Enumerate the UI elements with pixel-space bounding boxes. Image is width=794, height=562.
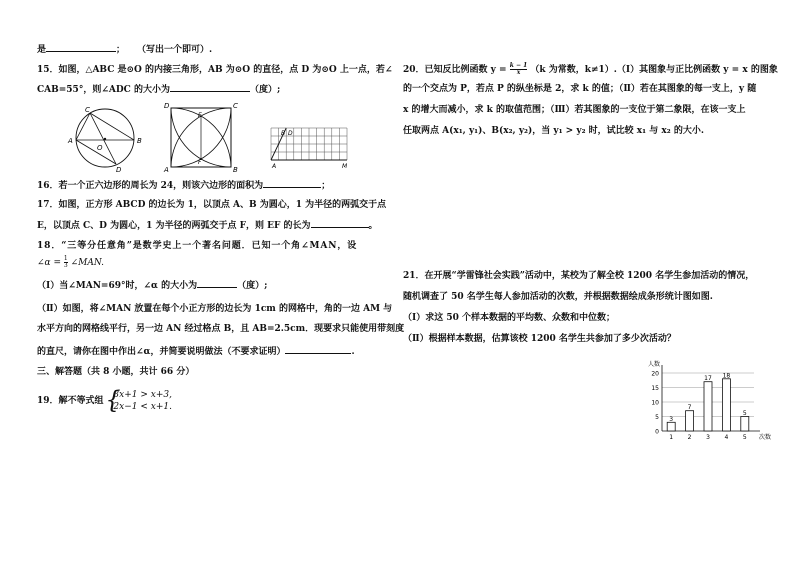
q21-line2: 随机调查了 50 名学生每人参加活动的次数，并根据数据绘成条形统计图如图.: [403, 292, 713, 302]
circle-label-a: A: [68, 137, 73, 145]
x-axis-label: 次数: [759, 434, 772, 441]
q18-part1-blank[interactable]: [197, 278, 237, 288]
grid-label-d: D: [288, 130, 293, 137]
q17-end: 。: [368, 221, 378, 231]
q20-line4: 任取两点 A(x₁, y₁)、B(x₂, y₂)，当 y₁ > y₂ 时，试比较 x₁ 与 x₂ 的大小.: [403, 126, 704, 136]
q17-answer-blank[interactable]: [311, 218, 369, 228]
y-tick-label: 5: [655, 414, 659, 421]
grid-label-m: M: [342, 163, 348, 170]
fraction-denominator: 3: [63, 262, 68, 269]
bar-value-label: 7: [687, 404, 692, 412]
bar-value-label: 3: [669, 415, 674, 423]
fraction-numerator: 1: [63, 255, 68, 262]
square-label-f: F: [198, 159, 202, 166]
q16-answer-blank[interactable]: [263, 178, 321, 188]
top-line-mid: ；: [116, 45, 126, 55]
y-tick-label: 10: [651, 399, 659, 407]
q18-grid-figure: [265, 124, 355, 170]
y-tick-label: 15: [651, 385, 659, 392]
square-label-a: A: [164, 166, 169, 174]
answer-blank[interactable]: [46, 42, 116, 52]
x-tick-label: 4: [724, 434, 729, 441]
q20-line2: 的一个交点为 P，若点 P 的纵坐标是 2，求 k 的值；（Ⅱ）若在其图象的每一支上，y 随: [403, 84, 757, 94]
alpha-suffix: ∠MAN.: [70, 258, 105, 268]
q17-square-figure: [163, 101, 243, 173]
q16-line: [37, 178, 330, 192]
top-line-suffix: （写出一个即可）.: [137, 45, 213, 55]
square-label-b: B: [233, 166, 238, 174]
bar-value-label: 5: [742, 410, 747, 417]
bar: [686, 411, 694, 431]
q18-part2-blank[interactable]: [285, 344, 351, 354]
grid-label-b: B: [281, 130, 286, 137]
square-label-c: C: [233, 102, 238, 110]
q15-text: CAB=55°，则∠ADC 的大小为: [37, 85, 170, 95]
circle-label-c: C: [85, 106, 90, 114]
x-tick-label: 5: [742, 434, 747, 441]
alpha-prefix: ∠α =: [37, 258, 62, 268]
bar-value-label: 17: [704, 375, 712, 383]
square-label-d: D: [164, 102, 170, 110]
q21-line1: 21．在开展“学雷锋社会实践”活动中，某校为了解全校 1200 名学生参加活动的情况，: [403, 271, 755, 281]
q16-text: 16．若一个正六边形的周长为 24，则该六边形的面积为: [37, 181, 264, 191]
inequality-2: 2x−1 < x+1.: [113, 402, 172, 412]
q18-part1: [37, 278, 267, 292]
bar-value-label: 18: [722, 372, 731, 380]
q17-line1: 17．如图，正方形 ABCD 的边长为 1，以顶点 A、B 为圆心，1 为半径的两弧交于点: [37, 200, 387, 210]
q18-part2-text: 的直尺，请你在图中作出∠α，并简要说明做法（不要求证明）: [37, 347, 286, 357]
q15-line1: 15．如图，△ABC 是⊙O 的内接三角形，AB 为⊙O 的直径，点 D 为⊙O 上一点，若∠: [37, 65, 393, 75]
circle-label-d: D: [116, 166, 122, 174]
q15-line2: [37, 82, 280, 96]
circle-label-o: O: [97, 144, 103, 152]
section-3-heading: 三、解答题（共 8 小题，共计 66 分）: [37, 367, 195, 377]
activity-bar-chart: [636, 359, 772, 447]
q15-unit: （度）;: [249, 85, 281, 95]
q18-part2-line3: [37, 344, 355, 358]
bar: [741, 417, 749, 432]
q18-part2-end: .: [351, 347, 355, 357]
q20-line1: [403, 63, 778, 76]
one-third-fraction: [64, 256, 68, 269]
answer-line-top: [37, 42, 212, 56]
q17-line2: [37, 218, 378, 232]
q20-line3: x 的增大而减小，求 k 的取值范围；（Ⅲ）若其图象的一支位于第二象限，在该一支上: [403, 105, 746, 115]
grid-label-a: A: [272, 163, 277, 170]
x-tick-label: 2: [687, 434, 692, 441]
q15-circle-figure: [60, 102, 152, 172]
y-axis-label: 人数: [648, 361, 661, 368]
y-tick-label: 20: [651, 370, 659, 378]
x-tick-label: 3: [706, 434, 710, 441]
top-line-prefix: 是: [37, 45, 47, 55]
q16-end: ；: [321, 181, 331, 191]
q18-part2-line2: 水平方向的网格线平行，另一边 AN 经过格点 B，且 AB=2.5cm．现要求只能使用带刻度: [37, 324, 405, 334]
q18-part1-text: （Ⅰ）当∠MAN=69°时，∠α 的大小为: [37, 281, 198, 291]
q20-frac-num: k − 1: [509, 62, 528, 69]
q19-label: 19．解不等式组: [37, 396, 104, 406]
q20-text-a: 20．已知反比例函数 y =: [403, 65, 507, 75]
k-minus-1-over-x: [510, 63, 528, 76]
bar: [667, 422, 675, 431]
q20-frac-den: x: [516, 69, 521, 76]
bar: [722, 379, 730, 431]
q21-line3: （Ⅰ）求这 50 个样本数据的平均数、众数和中位数；: [403, 313, 616, 323]
q21-line4: （Ⅱ）根据样本数据，估算该校 1200 名学生共参加了多少次活动？: [403, 334, 676, 344]
q18-alpha-def: [37, 256, 104, 269]
inequality-system: [106, 389, 172, 413]
y-tick-label: 0: [655, 428, 659, 436]
q18-part2-line1: （Ⅱ）如图，将∠MAN 放置在每个小正方形的边长为 1cm 的网格中，角的一边 AM 与: [37, 304, 393, 314]
q15-answer-blank[interactable]: [170, 82, 250, 92]
q18-part1-unit: （度）;: [237, 281, 268, 291]
circle-label-b: B: [137, 137, 142, 145]
q18-line1: 18．“三等分任意角”是数学史上一个著名问题．已知一个角∠MAN，设: [37, 241, 358, 251]
q17-text: E，以顶点 C、D 为圆心，1 为半径的两弧交于点 F，则 EF 的长为: [37, 221, 311, 231]
q20-text-b: （k 为常数，k≠1）.（Ⅰ）其图象与正比例函数 y = x 的图象: [530, 65, 778, 75]
q19: [37, 389, 172, 419]
inequality-1: { 3x+1 > x+3,: [113, 390, 172, 400]
square-label-e: E: [198, 112, 202, 119]
bar: [704, 382, 712, 431]
x-tick-label: 1: [669, 434, 674, 441]
